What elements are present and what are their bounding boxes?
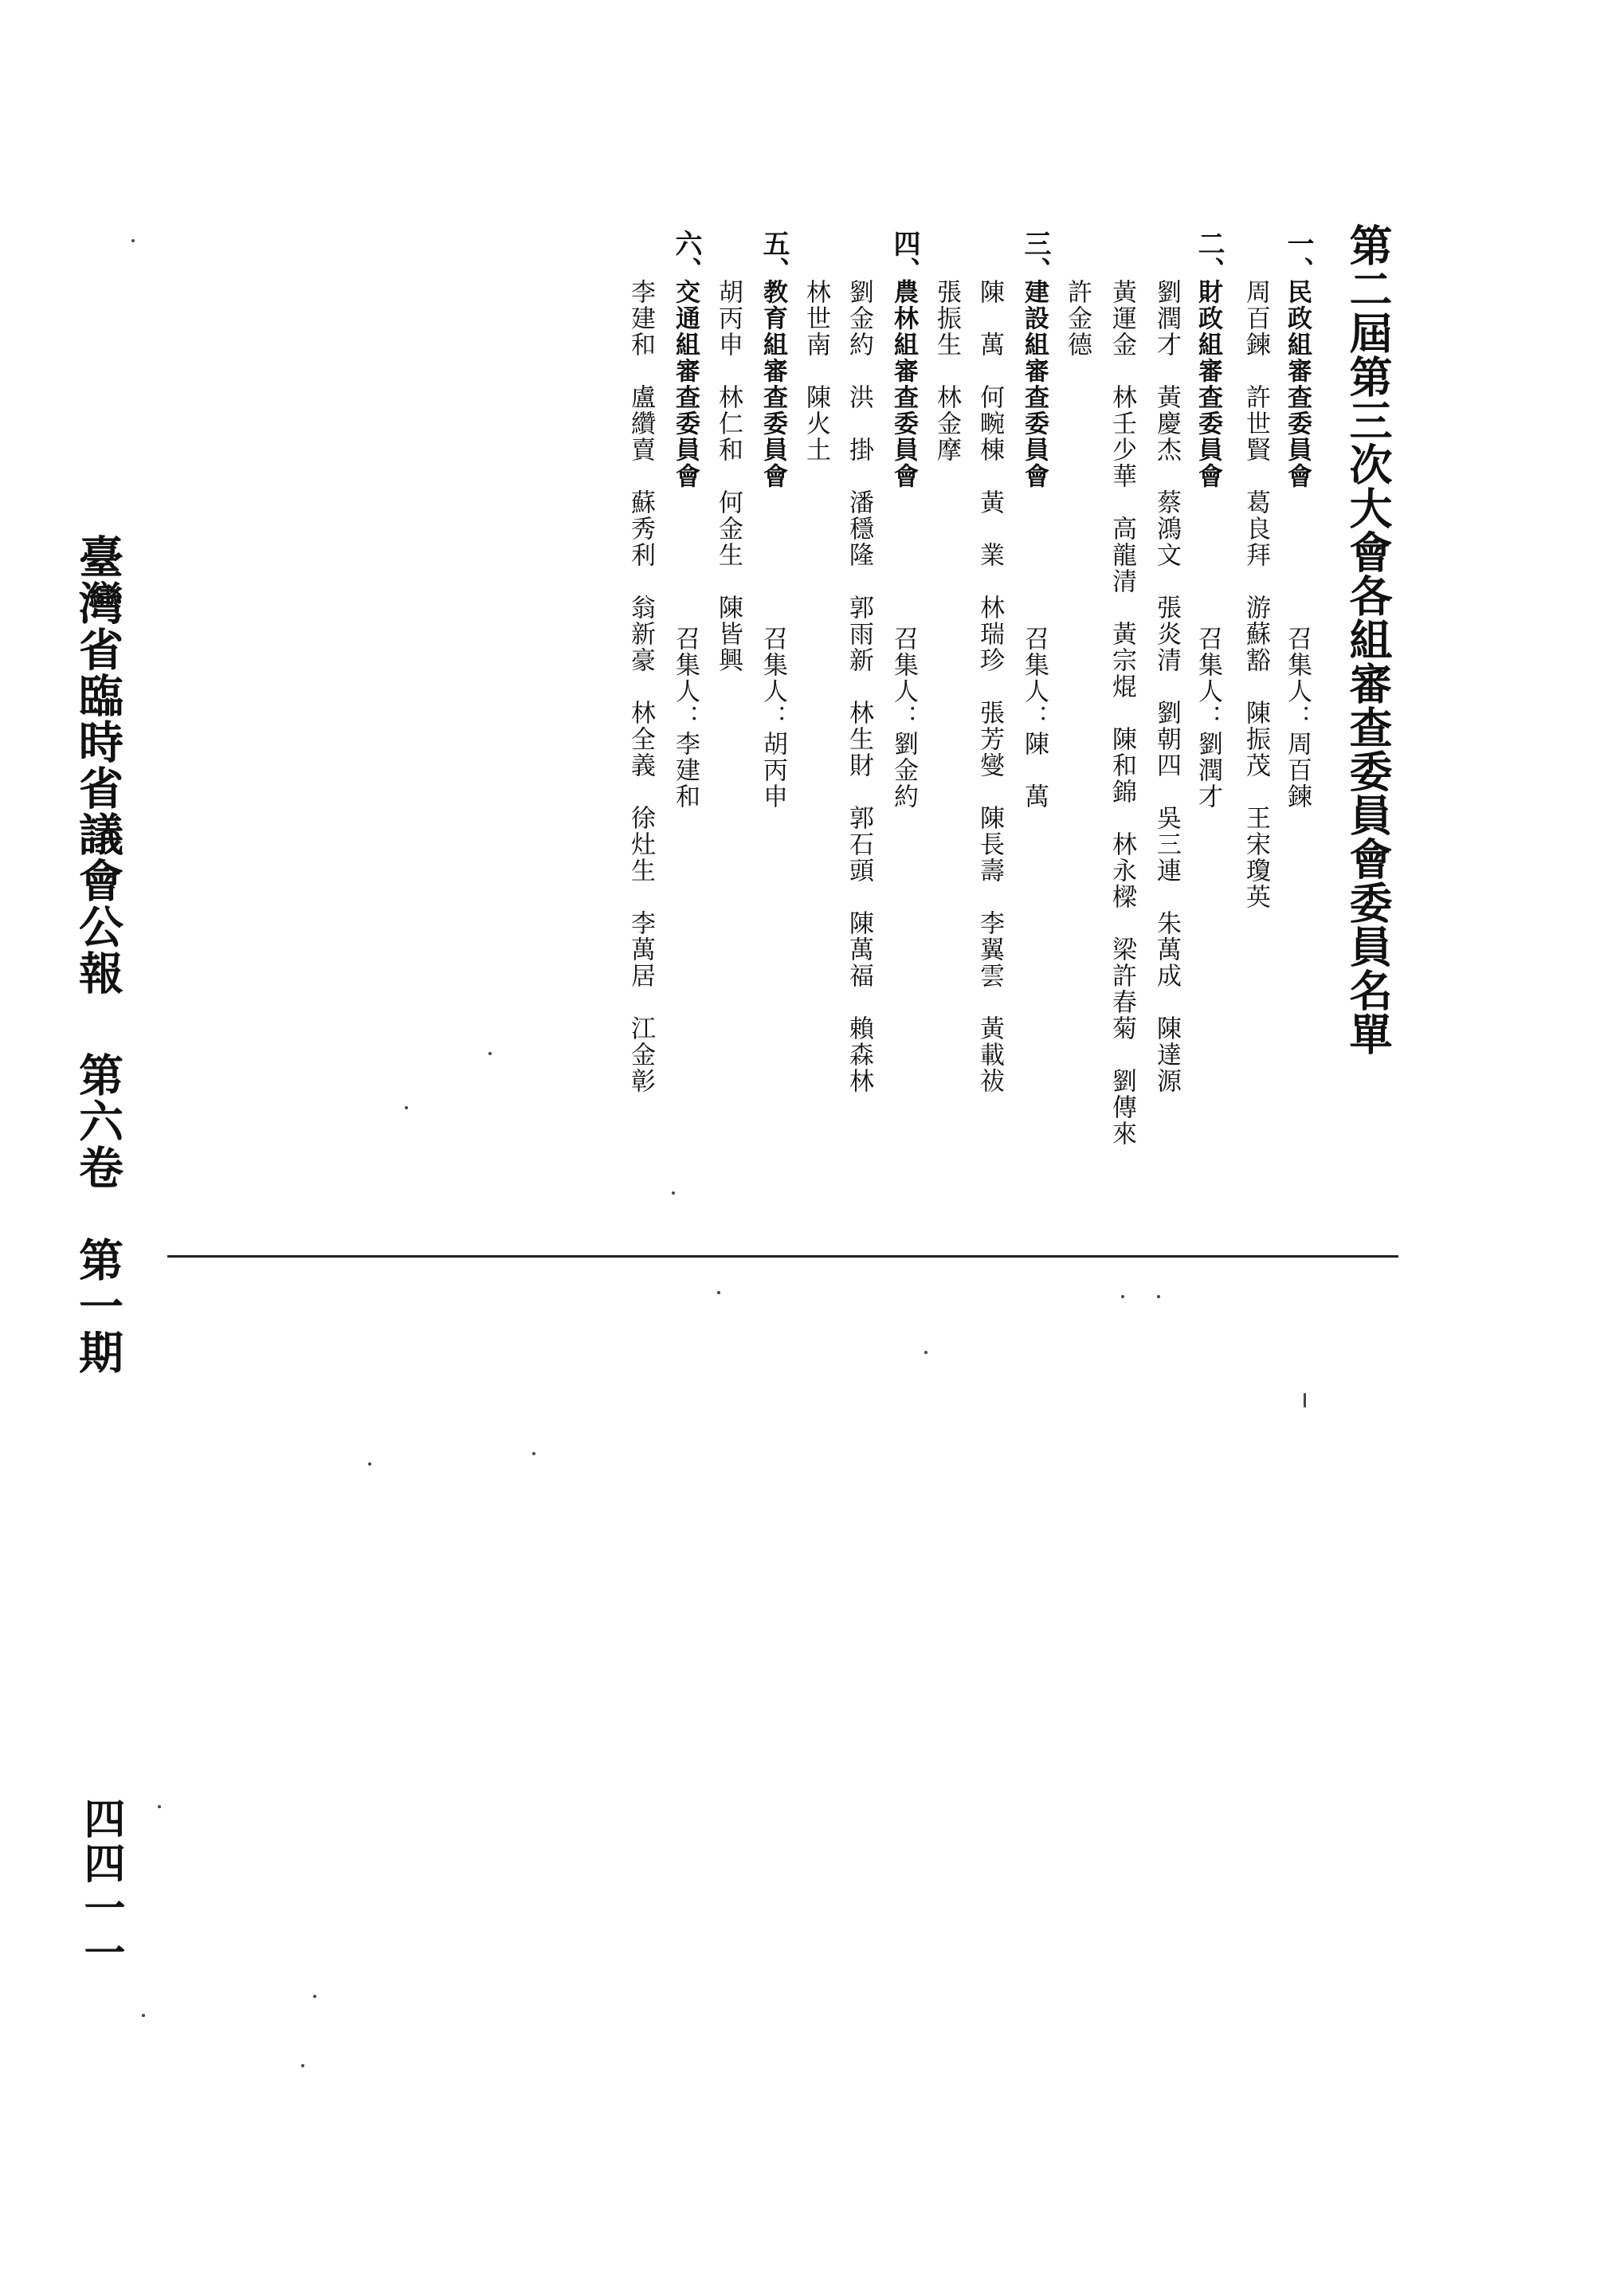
scan-speck	[924, 1351, 927, 1354]
section-number: 五、	[758, 230, 790, 284]
committee-convener: 召集人：劉金約	[889, 626, 918, 810]
committee-heading: 民政組審查委員會	[1283, 279, 1312, 489]
scan-speck	[313, 1995, 316, 1998]
member-list: 黃運金 林壬少華 高龍清 黃宗焜 陳和錦 林永樑 梁許春菊 劉傳來	[1108, 279, 1136, 1147]
scan-speck	[1121, 1295, 1124, 1298]
scan-speck	[488, 1052, 492, 1055]
section-number: 三、	[1019, 230, 1051, 284]
section-number: 四、	[888, 230, 920, 284]
volume-issue: 第六卷 第一期	[72, 1052, 124, 1376]
section-divider	[167, 1255, 1398, 1258]
committee-heading: 農林組審查委員會	[889, 279, 918, 489]
member-list: 李建和 盧纘賣 蘇秀利 翁新豪 林全義 徐灶生 李萬居 江金彰	[626, 279, 655, 1094]
committee-heading: 建設組審查委員會	[1020, 279, 1049, 489]
committee-convener: 召集人：劉潤才	[1194, 626, 1222, 810]
scan-speck	[405, 1106, 408, 1109]
committee-convener: 召集人：陳 萬	[1020, 626, 1049, 810]
page-number: 四四一一	[76, 1797, 125, 1976]
member-list: 陳 萬 何畹棟 黃 業 林瑞珍 張芳燮 陳長壽 李翼雲 黃載祓	[975, 279, 1004, 1094]
scan-speck	[532, 1452, 535, 1455]
committee-convener: 召集人：李建和	[671, 626, 700, 810]
scan-speck	[1157, 1295, 1160, 1298]
committee-heading: 財政組審查委員會	[1194, 279, 1222, 489]
member-list: 劉潤才 黃慶杰 蔡鴻文 張炎清 劉朝四 吳三連 朱萬成 陳達源	[1152, 279, 1181, 1094]
section-number: 六、	[670, 230, 702, 284]
committee-convener: 召集人：周百鍊	[1283, 626, 1312, 810]
scan-speck	[142, 2014, 145, 2017]
page-title: 第二屆第三次大會各組審查委員會委員名單	[1343, 223, 1394, 1056]
member-list: 劉金約 洪 掛 潘穩隆 郭雨新 林生財 郭石頭 陳萬福 賴森林	[845, 279, 873, 1094]
scan-speck	[1304, 1393, 1306, 1407]
member-list: 許金德	[1063, 279, 1092, 358]
scan-speck	[131, 239, 135, 242]
scan-speck	[301, 2064, 304, 2067]
scan-speck	[717, 1291, 720, 1294]
member-list: 胡丙申 林仁和 何金生 陳皆興	[714, 279, 743, 673]
member-list: 周百鍊 許世賢 葛良拜 游蘇豁 陳振茂 王宋瓊英	[1241, 279, 1270, 910]
member-list: 林世南 陳火土	[802, 279, 830, 463]
committee-heading: 教育組審查委員會	[759, 279, 787, 489]
committee-convener: 召集人：胡丙申	[759, 626, 787, 810]
scan-speck	[158, 1805, 161, 1808]
section-number: 一、	[1282, 230, 1314, 284]
scan-speck	[672, 1191, 675, 1195]
section-number: 二、	[1193, 230, 1225, 284]
scan-speck	[368, 1462, 371, 1466]
member-list: 張振生 林金摩	[932, 279, 961, 463]
committee-heading: 交通組審查委員會	[671, 279, 700, 489]
journal-name: 臺灣省臨時省議會公報	[72, 534, 124, 996]
